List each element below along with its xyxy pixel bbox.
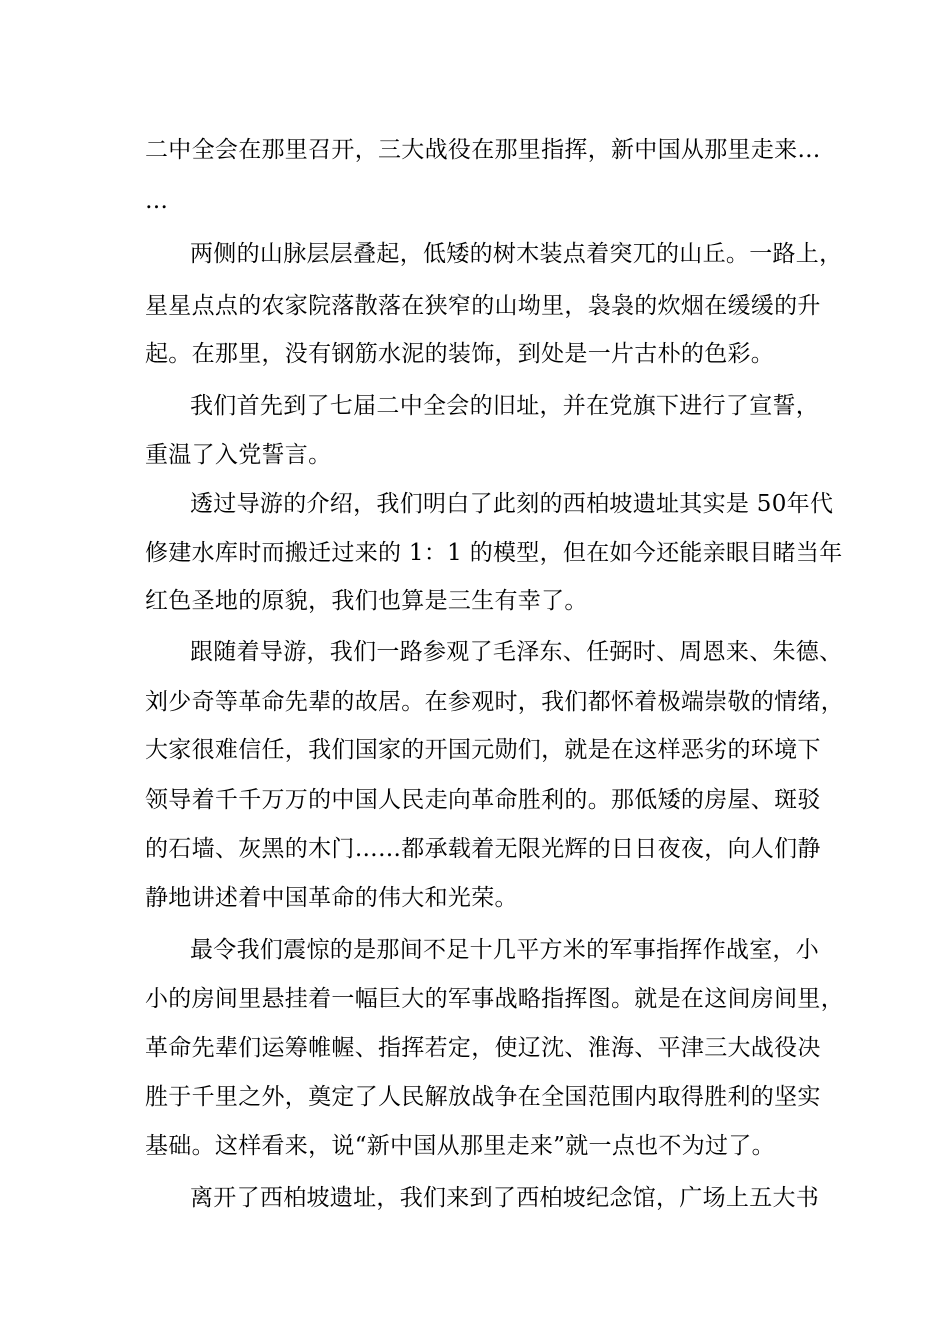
text-line: 基础。这样看来，说“新中国从那里走来”就一点也不为过了。 — [145, 1133, 775, 1159]
paragraph-first-line: 我们首先到了七届二中全会的旧址，并在党旗下进行了宣誓， — [190, 393, 820, 419]
paragraph-first-line: 跟随着导游，我们一路参观了毛泽东、任弼时、周恩来、朱德、 — [190, 639, 843, 665]
paragraph-first-line: 透过导游的介绍，我们明白了此刻的西柏坡遗址其实是 50年代 — [190, 491, 834, 517]
text-line: 起。在那里，没有钢筋水泥的装饰，到处是一片古朴的色彩。 — [145, 341, 775, 367]
text-line: 领导着千千万万的中国人民走向革命胜利的。那低矮的房屋、斑驳 — [145, 787, 821, 813]
paragraph-first-line: 离开了西柏坡遗址，我们来到了西柏坡纪念馆，广场上五大书 — [190, 1185, 820, 1211]
text-line: 二中全会在那里召开，三大战役在那里指挥，新中国从那里走来… — [145, 137, 821, 163]
text-line: 小的房间里悬挂着一幅巨大的军事战略指挥图。就是在这间房间里， — [145, 986, 844, 1012]
text-line: 红色圣地的原貌，我们也算是三生有幸了。 — [145, 588, 588, 614]
text-line: 大家很难信任，我们国家的开国元勋们，就是在这样恶劣的环境下 — [145, 737, 821, 763]
text-line: 静地讲述着中国革命的伟大和光荣。 — [145, 885, 518, 911]
text-line: 重温了入党誓言。 — [145, 442, 332, 468]
text-line: 刘少奇等革命先辈的故居。在参观时，我们都怀着极端崇敬的情绪， — [145, 689, 844, 715]
text-line: 革命先辈们运筹帷幄、指挥若定，使辽沈、淮海、平津三大战役决 — [145, 1035, 821, 1061]
text-line: 胜于千里之外，奠定了人民解放战争在全国范围内取得胜利的坚实 — [145, 1084, 821, 1110]
text-line: 的石墙、灰黑的木门……都承载着无限光辉的日日夜夜，向人们静 — [145, 836, 821, 862]
text-line: 修建水库时而搬迁过来的 1：1 的模型，但在如今还能亲眼目睹当年 — [145, 540, 843, 566]
text-line: … — [145, 188, 169, 214]
text-line: 星星点点的农家院落散落在狭窄的山坳里，袅袅的炊烟在缓缓的升 — [145, 293, 821, 319]
paragraph-first-line: 两侧的山脉层层叠起，低矮的树木装点着突兀的山丘。一路上， — [190, 241, 843, 267]
paragraph-first-line: 最令我们震惊的是那间不足十几平方米的军事指挥作战室，小 — [190, 937, 820, 963]
